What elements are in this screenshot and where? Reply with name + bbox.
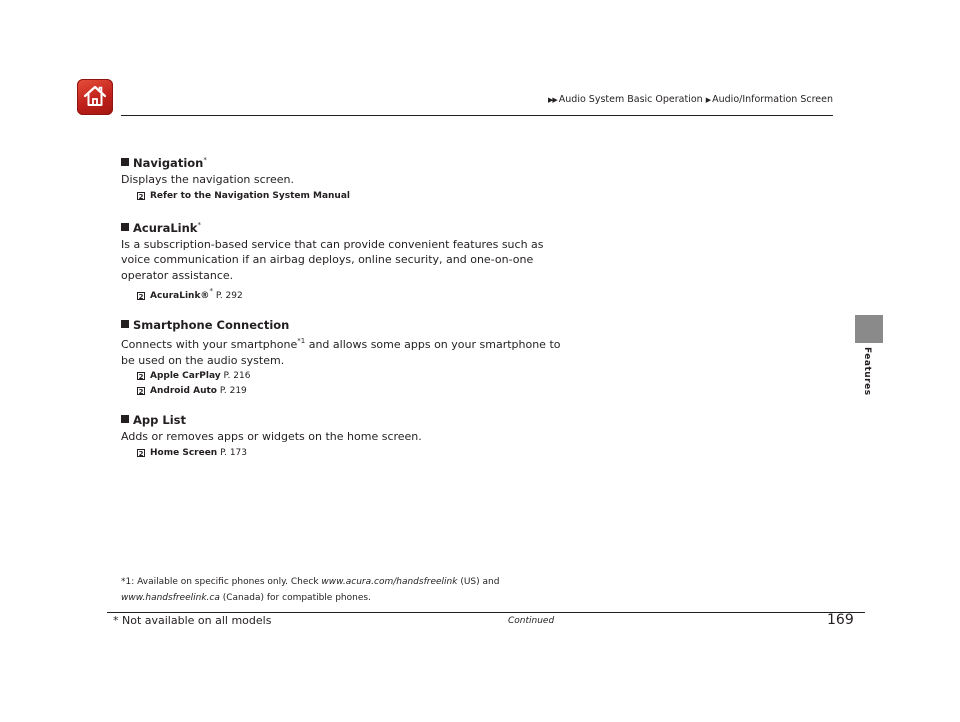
square-bullet-icon [121, 415, 129, 423]
home-badge [77, 79, 113, 115]
page-number: 169 [827, 612, 854, 628]
section-body: Connects with your smartphone$^{*1}$ and allows some apps on your smartphone to be used on the audio system. [121, 337, 561, 367]
section-tab[interactable] [855, 315, 883, 343]
section-heading: AcuraLink* [121, 217, 561, 237]
reference-link[interactable]: 2 Home Screen P. 173 [138, 447, 248, 458]
footnote-link[interactable]: www.handsfreelink.ca [121, 593, 220, 603]
square-bullet-icon [121, 223, 129, 231]
continued-label: Continued [508, 616, 555, 626]
section-body: Is a subscription-based service that can provide convenient features such as voice communication if an airbag deploys, online security, and one-on-one operator assistance. [121, 237, 544, 282]
footnote: *1: Available on specific phones only. Check www.acura.com/handsfreelink (US) and www.handsfreelink.ca (Canada) for compatible phones. [121, 577, 500, 603]
reference-arrow-icon: 2 [138, 293, 144, 301]
footnote-link[interactable]: www.acura.com/handsfreelink [321, 577, 458, 587]
breadcrumb-arrow-icon: ▶▶ [548, 96, 557, 104]
section-body: Displays the navigation screen. [121, 173, 294, 186]
reference-link[interactable]: 2 Android Auto P. 219 [138, 386, 247, 396]
reference-arrow-icon: 2 [138, 449, 144, 458]
main-content [121, 152, 561, 474]
breadcrumb-arrow-icon: ▶ [705, 96, 711, 104]
availability-note: * Not available on all models [113, 614, 272, 627]
breadcrumb-item[interactable]: Audio/Information Screen [712, 94, 833, 105]
section-tab-label: Features [862, 347, 872, 396]
section-heading: Smartphone Connection [121, 317, 561, 334]
header-divider [121, 115, 833, 116]
reference-link[interactable]: 2 Apple CarPlay P. 216 [138, 371, 251, 381]
section-acuralink [121, 217, 561, 304]
reference-arrow-icon: 2 [138, 192, 144, 201]
square-bullet-icon [121, 320, 129, 328]
breadcrumb-item[interactable]: Audio System Basic Operation [558, 94, 703, 105]
section-navigation [121, 152, 561, 203]
reference-arrow-icon: 2 [138, 373, 144, 381]
breadcrumb [520, 94, 833, 105]
section-heading: App List [121, 412, 561, 429]
section-heading: Navigation* [121, 152, 561, 172]
reference-link[interactable]: 2 Refer to the Navigation System Manual [138, 190, 350, 201]
section-smartphone-connection [121, 317, 561, 398]
section-body: Adds or removes apps or widgets on the home screen. [121, 430, 422, 443]
reference-arrow-icon: 2 [138, 388, 144, 396]
home-icon [82, 83, 108, 109]
reference-link[interactable]: 2 AcuraLink®* P. 292 [138, 287, 243, 301]
section-app-list [121, 412, 561, 460]
square-bullet-icon [121, 158, 129, 166]
